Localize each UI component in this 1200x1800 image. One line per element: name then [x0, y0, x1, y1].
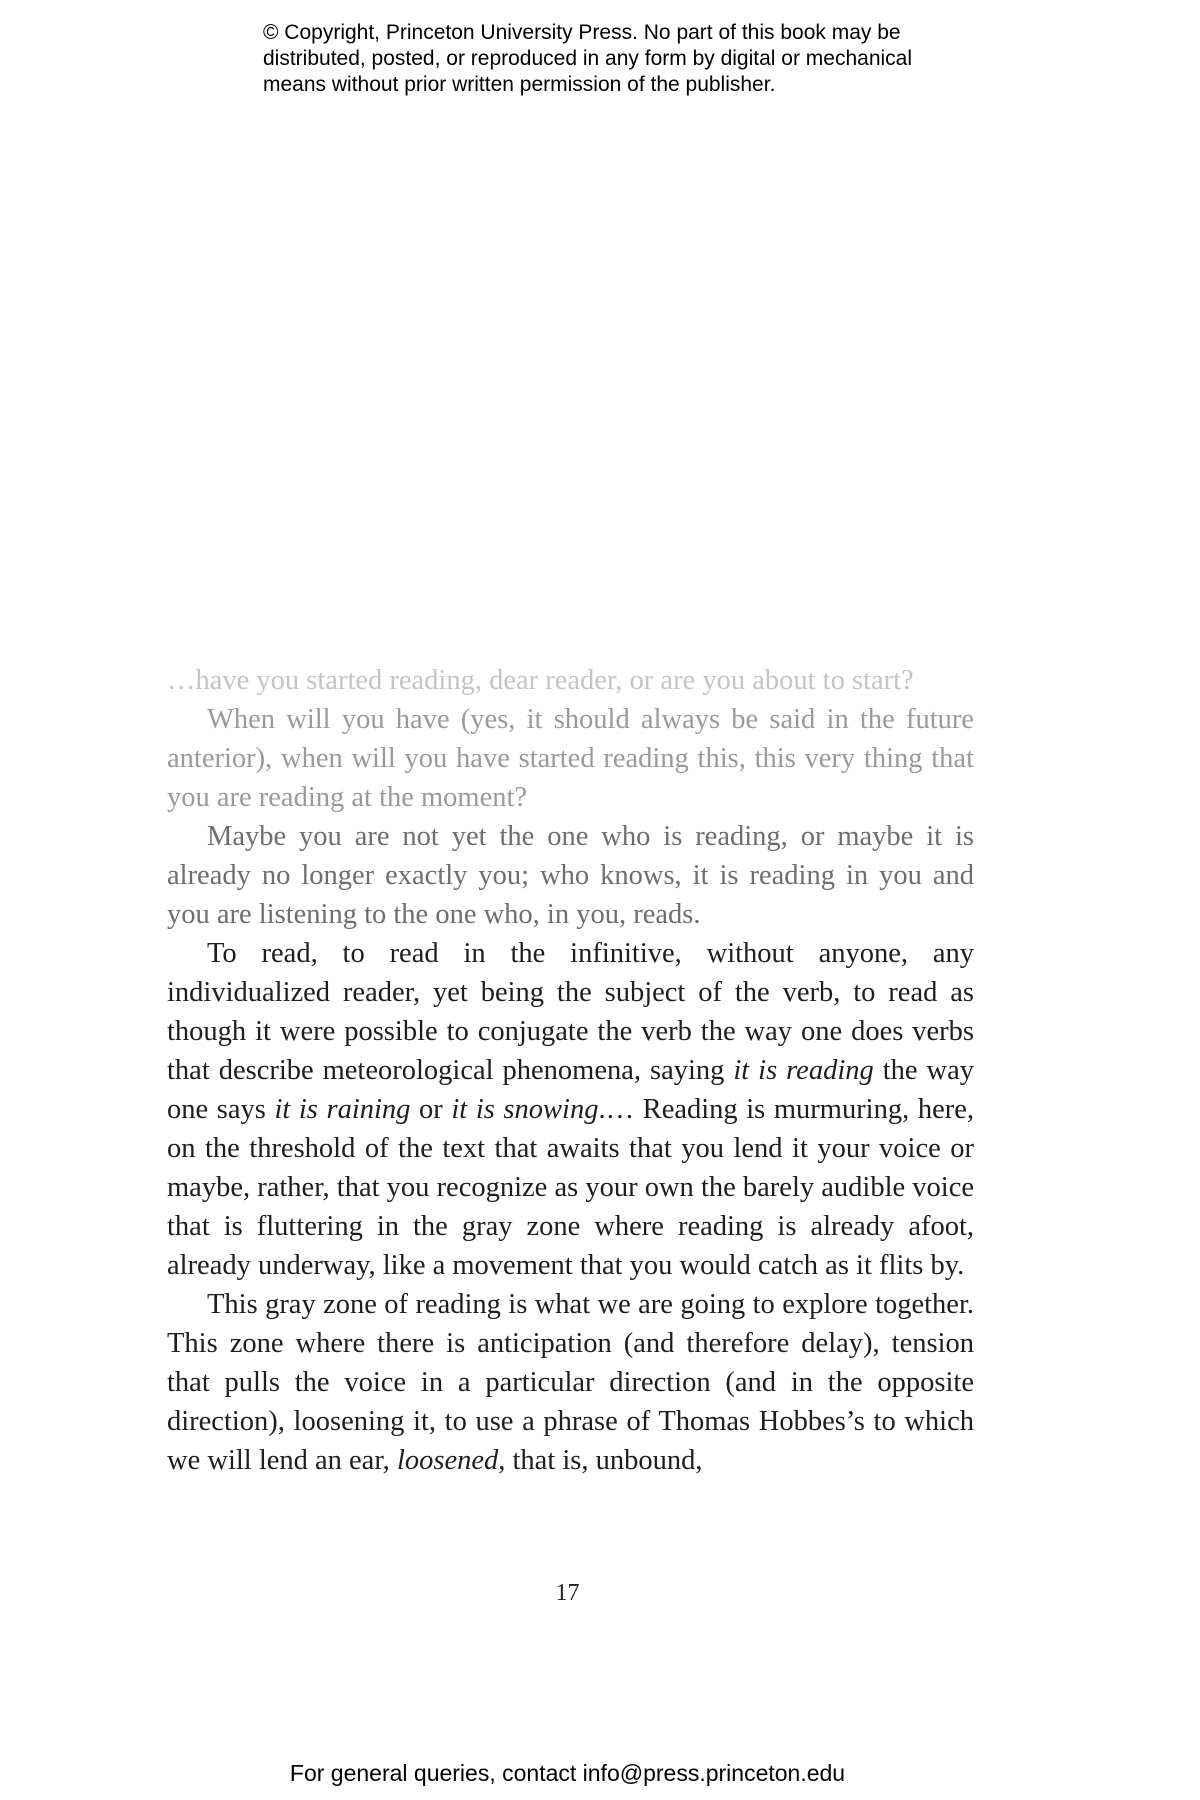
paragraph-4-text-d: .… Reading is murmuring, here, on the threshold of the text that awaits that you lend it your voice or maybe, rather, that you recognize as your own the barely audible voice that is fluttering in the gray zone where reading is already afoot, already underway, like a movement that you would catch as it flits by. — [167, 1094, 974, 1281]
paragraph-4 — [167, 934, 974, 1285]
paragraph-4-text-a: To read, to read in the infinitive, without anyone, any individualized reader, yet being the subject of the verb, to read as though it were possible to conjugate the verb the way one does verbs that describe meteorological phenomena, saying — [167, 938, 974, 1086]
paragraph-3: Maybe you are not yet the one who is reading, or maybe it is already no longer exactly you; who knows, it is reading in you and you are listening to the one who, in you, reads. — [167, 821, 974, 930]
paragraph-4-italic-1: it is reading — [733, 1055, 874, 1086]
copyright-line-3: means without prior written permission of the publisher. — [263, 73, 776, 96]
page-number: 17 — [555, 1580, 580, 1606]
paragraph-4-italic-2: it is raining — [274, 1094, 411, 1125]
footer-contact: For general queries, contact info@press.princeton.edu — [289, 1760, 846, 1786]
paragraph-5 — [167, 1285, 974, 1480]
body-text — [167, 661, 974, 1480]
paragraph-1: …have you started reading, dear reader, or are you about to start? — [167, 665, 914, 696]
paragraph-2: When will you have (yes, it should always be said in the future anterior), when will you have started reading this, this very thing that you are reading at the moment? — [167, 704, 974, 813]
paragraph-4-italic-3: it is snowing — [451, 1094, 599, 1125]
paragraph-4-text-c: or — [410, 1094, 452, 1125]
copyright-notice — [263, 20, 1023, 98]
copyright-line-2: distributed, posted, or reproduced in any form by digital or mechanical — [263, 47, 913, 70]
copyright-line-1: © Copyright, Princeton University Press. No part of this book may be — [263, 21, 901, 44]
paragraph-5-text-a: This gray zone of reading is what we are going to explore together. This zone where there is anticipation (and therefore delay), tension that pulls the voice in a particular direction (and in the opposite direction), loosening it, to use a phrase of Thomas Hobbes’s to which we will lend an ear, — [167, 1289, 974, 1476]
paragraph-5-italic-1: loosened — [396, 1445, 499, 1476]
paragraph-4-text-b: the way one says — [167, 1055, 974, 1125]
paragraph-5-text-b: , that is, unbound, — [498, 1445, 703, 1476]
